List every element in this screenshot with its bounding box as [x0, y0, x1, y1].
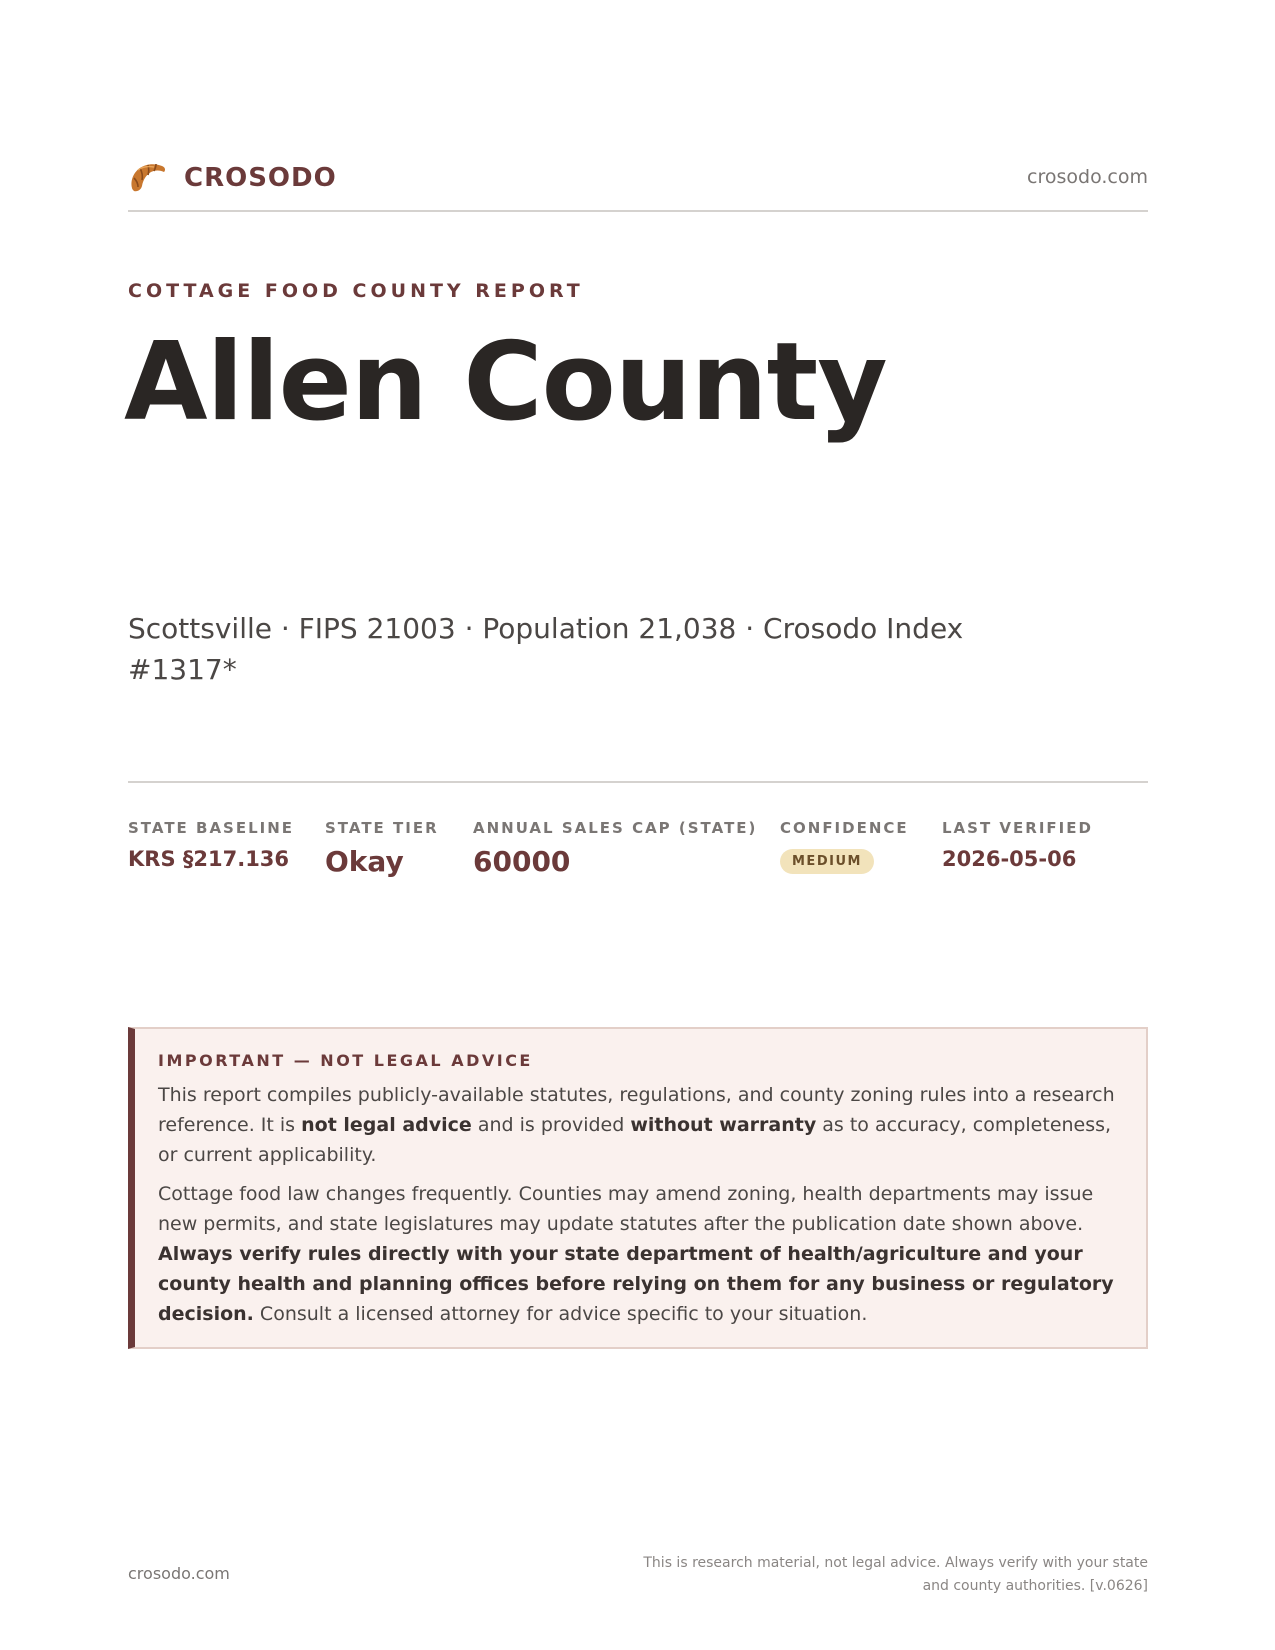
stat-state-tier — [325, 819, 439, 878]
brand[interactable] — [128, 158, 337, 198]
disclaimer-text: Cottage food law changes frequently. Counties may amend zoning, health departments may issue new permits, and state legislatures may update statutes after the publication date shown above. — [158, 1183, 1094, 1235]
brand-name: CROSODO — [184, 163, 337, 193]
stat-label: STATE BASELINE — [128, 819, 295, 837]
page-header — [128, 158, 1148, 212]
stat-confidence — [780, 819, 909, 874]
stat-label: LAST VERIFIED — [942, 819, 1093, 837]
stat-label: STATE TIER — [325, 819, 439, 837]
report-eyebrow: COTTAGE FOOD COUNTY REPORT — [128, 280, 584, 302]
report-subtitle: Scottsville · FIPS 21003 · Population 21,038 · Crosodo Index #1317* — [128, 612, 964, 686]
disclaimer-title: IMPORTANT — NOT LEGAL ADVICE — [158, 1051, 533, 1070]
stat-annual-sales-cap — [473, 819, 757, 878]
disclaimer-emphasis: Always verify rules directly with your state department of health/agriculture and your county health and planning offices before relying on them for any business or regulatory decision. — [158, 1243, 1114, 1325]
croissant-icon — [128, 158, 168, 198]
disclaimer-paragraph-2 — [158, 1179, 1120, 1329]
footer-disclaimer: This is research material, not legal advice. Always verify with your state and county authorities. [v.0626] — [643, 1555, 1148, 1594]
stat-value: KRS §217.136 — [128, 847, 290, 871]
disclaimer-text: This report compiles publicly-available statutes, regulations, and county zoning rules into a research reference. It is — [158, 1084, 1115, 1136]
disclaimer-text: and is provided — [471, 1114, 631, 1136]
stat-label: ANNUAL SALES CAP (STATE) — [473, 819, 758, 837]
disclaimer-paragraph-1 — [158, 1080, 1120, 1170]
stat-last-verified — [942, 819, 1093, 871]
legal-disclaimer — [128, 1027, 1148, 1349]
confidence-badge: MEDIUM — [780, 849, 874, 874]
disclaimer-text: as to accuracy, completeness, or current applicability. — [158, 1114, 1112, 1166]
stats-row — [128, 781, 1148, 933]
disclaimer-text: Consult a licensed attorney for advice specific to your situation. — [253, 1303, 868, 1325]
header-site-url[interactable]: crosodo.com — [1027, 166, 1148, 188]
disclaimer-emphasis: without warranty — [630, 1114, 817, 1136]
stat-label: CONFIDENCE — [780, 819, 909, 837]
disclaimer-emphasis: not legal advice — [301, 1114, 472, 1136]
stat-value: 60000 — [473, 845, 571, 878]
footer-site-url[interactable]: crosodo.com — [128, 1564, 230, 1583]
stat-state-baseline — [128, 819, 294, 871]
stat-value: 2026-05-06 — [942, 847, 1077, 871]
stat-value: Okay — [325, 845, 404, 878]
report-page — [124, 0, 1148, 1650]
page-title: Allen County — [124, 320, 887, 445]
